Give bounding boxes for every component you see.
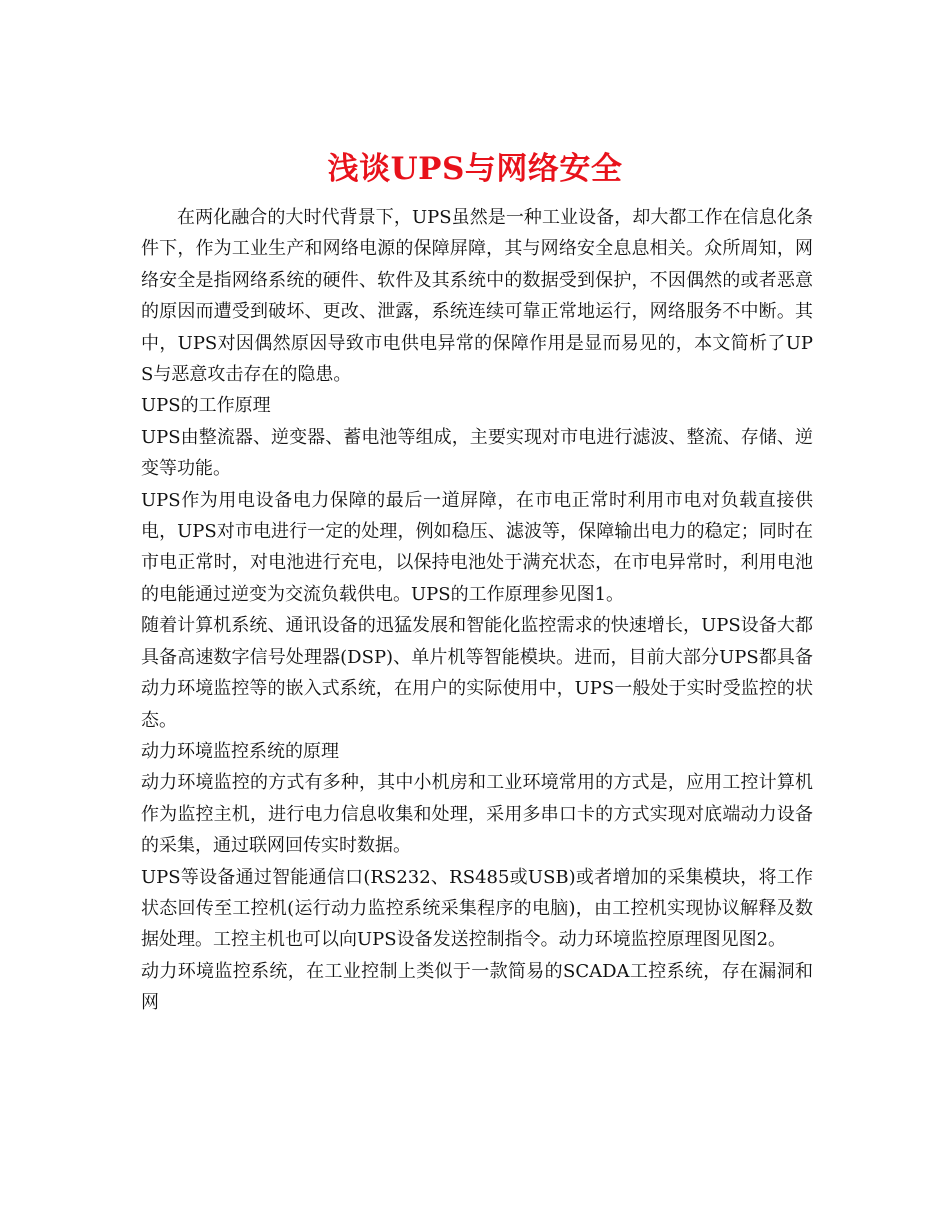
- paragraph: UPS由整流器、逆变器、蓄电池等组成，主要实现对市电进行滤波、整流、存储、逆变等功能。: [141, 426, 813, 480]
- paragraph: 动力环境监控的方式有多种，其中小机房和工业环境常用的方式是，应用工控计算机作为监控主机，进行电力信息收集和处理，采用多串口卡的方式实现对底端动力设备的采集，通过联网回传实时数据。: [141, 772, 813, 857]
- document-title: 浅谈UPS与网络安全: [327, 150, 623, 187]
- section-heading: 动力环境监控系统的原理: [141, 740, 339, 762]
- paragraph: 随着计算机系统、通讯设备的迅猛发展和智能化监控需求的快速增长，UPS设备大都具备高速数字信号处理器(DSP)、单片机等智能模块。进而，目前大部分UPS都具备动力环境监控等的嵌入式系统，在用户的实际使用中，UPS一般处于实时受监控的状态。: [141, 615, 813, 731]
- paragraph: 在两化融合的大时代背景下，UPS虽然是一种工业设备，却大都工作在信息化条件下，作为工业生产和网络电源的保障屏障，其与网络安全息息相关。众所周知，网络安全是指网络系统的硬件、软件及其系统中的数据受到保护，不因偶然的或者恶意的原因而遭受到破坏、更改、泄露，系统连续可靠正常地运行，网络服务不中断。其中，UPS对因偶然原因导致市电供电异常的保障作用是显而易见的，本文简析了UPS与恶意攻击存在的隐患。: [141, 207, 813, 386]
- document-body: [141, 202, 813, 1019]
- section-heading: UPS的工作原理: [141, 395, 271, 417]
- paragraph: UPS等设备通过智能通信口(RS232、RS485或USB)或者增加的采集模块，将工作状态回传至工控机(运行动力监控系统采集程序的电脑)，由工控机实现协议解释及数据处理。工控主机也可以向UPS设备发送控制指令。动力环境监控原理图见图2。: [141, 866, 813, 951]
- paragraph: UPS作为用电设备电力保障的最后一道屏障，在市电正常时利用市电对负载直接供电，UPS对市电进行一定的处理，例如稳压、滤波等，保障输出电力的稳定；同时在市电正常时，对电池进行充电，以保持电池处于满充状态，在市电异常时，利用电池的电能通过逆变为交流负载供电。UPS的工作原理参见图1。: [141, 489, 813, 605]
- paragraph: 动力环境监控系统，在工业控制上类似于一款简易的SCADA工控系统，存在漏洞和网: [141, 960, 813, 1014]
